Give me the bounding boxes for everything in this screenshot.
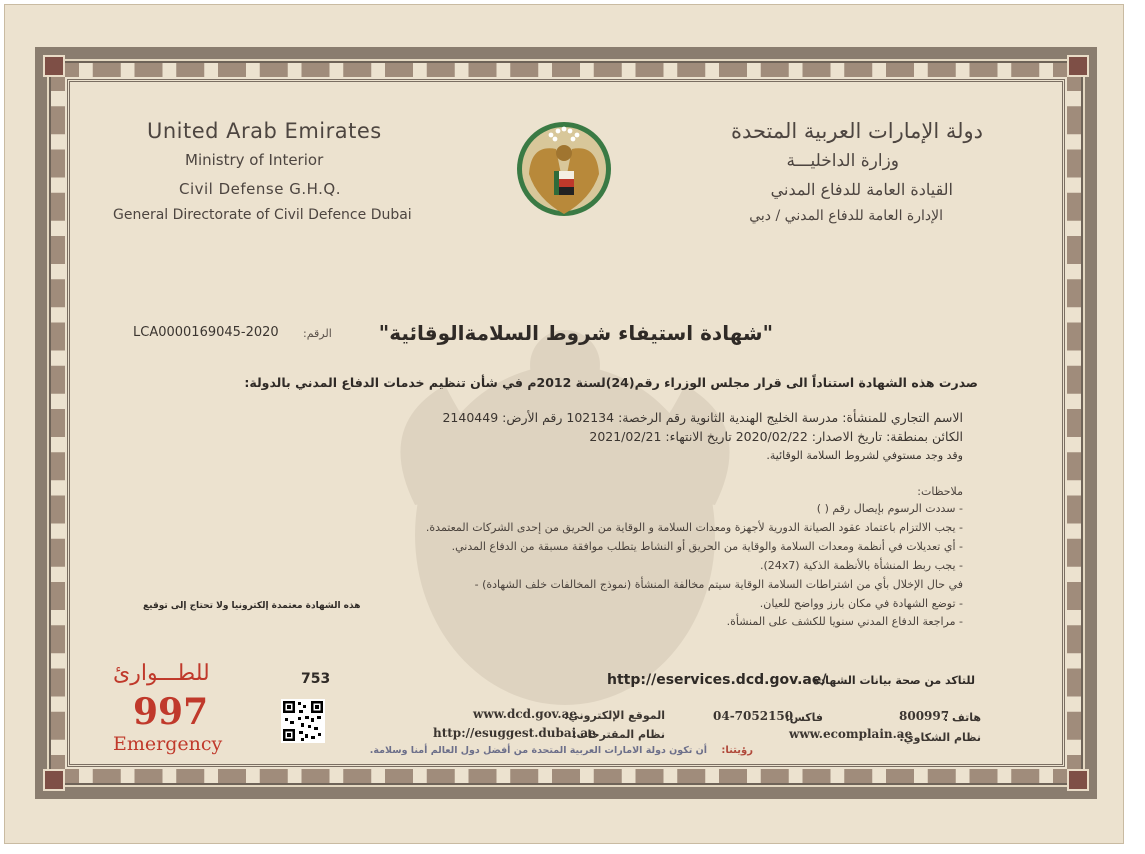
- eagle-watermark-icon: [335, 305, 795, 725]
- header-directorate-ar: الإدارة العامة للدفاع المدني / دبي: [749, 208, 943, 224]
- header-ghq-ar: القيادة العامة للدفاع المدني: [770, 180, 953, 199]
- header-ghq-en: Civil Defense G.H.Q.: [179, 180, 341, 198]
- emergency-number: 997: [133, 691, 209, 733]
- certificate-decree: صدرت هذه الشهادة استناداً الى قرار مجلس الوزراء رقم(24)لسنة 2012م في شأن تنظيم خدمات الدفاع المدني بالدولة:: [244, 375, 978, 390]
- certificate-number-label: الرقم:: [303, 327, 332, 340]
- phone-label: هاتف :: [943, 711, 981, 724]
- serial-number: 753: [301, 671, 331, 687]
- certificate-page: [4, 4, 1124, 844]
- facility-trade-line: الاسم التجاري للمنشأة: مدرسة الخليج الهندية الثانوية رقم الرخصة: 102134 رقم الأرض: 2140449: [442, 410, 963, 425]
- uae-emblem-icon: [511, 119, 617, 227]
- website-label: الموقع الإلكتروني:: [563, 709, 665, 722]
- note-item: في حال الإخلال بأي من اشتراطات السلامة الوقاية سيتم مخالفة المنشأة (نموذج المخالفات خلف الشهادة) -: [474, 578, 963, 591]
- border-corner-ornament: [43, 55, 65, 77]
- facility-compliance-line: وقد وجد مستوفي لشروط السلامة الوقائية.: [766, 449, 963, 462]
- fax-label: فاكس:: [785, 711, 823, 724]
- facility-area-dates-line: الكائن بمنطقة: تاريخ الاصدار: 2020/02/22 تاريخ الانتهاء: 2021/02/21: [589, 429, 963, 444]
- note-item: - يجب ربط المنشأة بالأنظمة الذكية (24x7).: [759, 559, 963, 572]
- note-item: - سددت الرسوم بإيصال رقم ( ): [816, 502, 963, 515]
- header-country-ar: دولة الإمارات العربية المتحدة: [730, 119, 983, 143]
- suggestions-label: نظام المقترحات:: [572, 728, 665, 741]
- phone-number: 800997: [899, 709, 950, 723]
- notes-heading: ملاحظات:: [917, 485, 963, 498]
- border-corner-ornament: [43, 769, 65, 791]
- header-directorate-en: General Directorate of Civil Defence Dubai: [113, 207, 412, 223]
- vision-statement: أن تكون دولة الامارات العربية المتحدة من أفضل دول العالم أمنا وسلامة.: [369, 745, 707, 756]
- note-item: - توضع الشهادة في مكان بارز وواضح للعيان.: [759, 597, 963, 610]
- verify-label: للتاكد من صحة بيانات الشهادة: [813, 674, 975, 687]
- note-item: - مراجعة الدفاع المدني سنويا للكشف على المنشأة.: [726, 615, 963, 628]
- note-item: - أي تعديلات في أنظمة ومعدات السلامة والوقاية من الحريق أو النشاط يتطلب موافقة مسبقة من الدفاع المدني.: [451, 540, 963, 553]
- header-country-en: United Arab Emirates: [147, 119, 382, 143]
- fax-number: 04-7052150: [713, 709, 794, 723]
- certificate-number: LCA0000169045-2020: [133, 325, 279, 340]
- electronic-approval-note: هذه الشهادة معتمدة إلكترونيا ولا تحتاج إلى توقيع: [143, 601, 361, 611]
- complaints-link[interactable]: www.ecomplain.ae: [789, 727, 913, 741]
- emergency-label-en: Emergency: [113, 733, 223, 755]
- header-ministry-en: Ministry of Interior: [185, 151, 324, 169]
- vision-label: رؤيتنا:: [721, 745, 753, 756]
- suggestions-link[interactable]: http://esuggest.dubai.ae: [433, 726, 596, 740]
- emergency-label-ar: للطـــوارئ: [113, 661, 210, 686]
- note-item: - يجب الالتزام باعتماد عقود الصيانة الدورية لأجهزة ومعدات السلامة و الوقاية من الحريق من إحدى الشركات المعتمدة.: [425, 521, 963, 534]
- website-link[interactable]: www.dcd.gov.ae: [473, 707, 577, 721]
- border-corner-ornament: [1067, 55, 1089, 77]
- verify-url[interactable]: http://eservices.dcd.gov.ae/: [607, 672, 827, 688]
- header-ministry-ar: وزارة الداخليـــة: [786, 151, 899, 171]
- certificate-title: "شهادة استيفاء شروط السلامةالوقائية": [378, 321, 773, 345]
- qr-code-icon[interactable]: [281, 699, 325, 743]
- border-corner-ornament: [1067, 769, 1089, 791]
- complaints-label: نظام الشكاوي:: [899, 731, 981, 744]
